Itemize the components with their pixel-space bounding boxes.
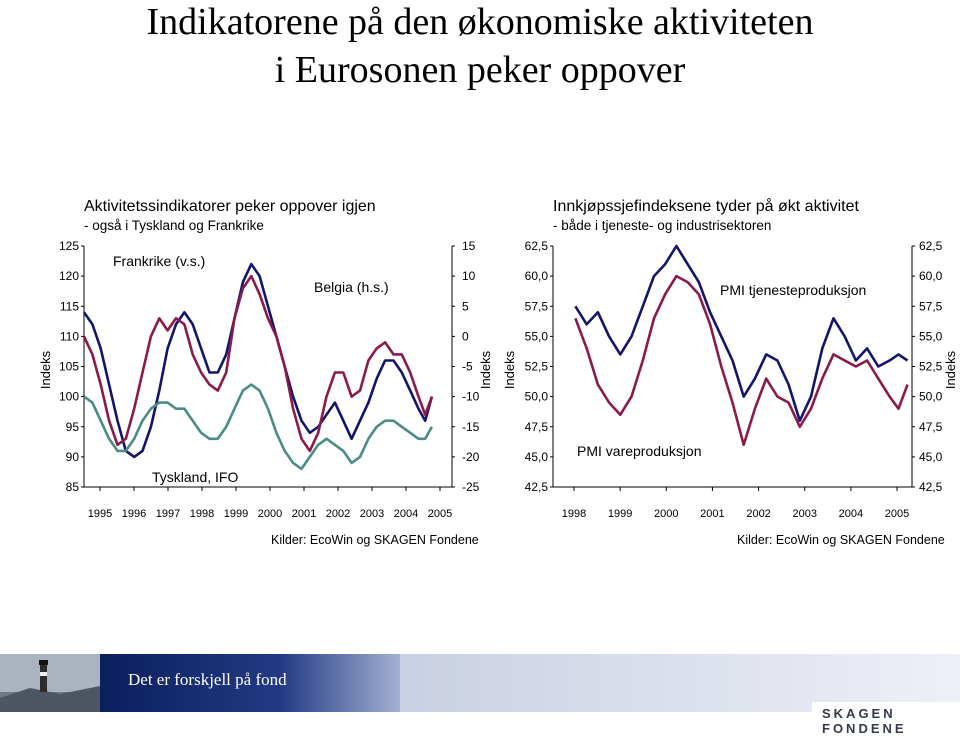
y-tick-label-left: 47,5 xyxy=(524,419,548,434)
y-tick-label-left: 115 xyxy=(59,299,79,314)
x-tick-label: 1997 xyxy=(155,508,181,520)
footer xyxy=(0,650,960,736)
x-tick-label: 2000 xyxy=(654,508,679,520)
page-title-line1: Indikatorene på den økonomiske aktiviteten xyxy=(146,1,814,43)
x-tick-label: 2001 xyxy=(700,508,725,520)
chart2-series xyxy=(575,246,907,445)
x-tick-label: 2000 xyxy=(257,508,283,520)
x-tick-label: 2002 xyxy=(746,508,771,520)
footer-slogan: Det er forskjell på fond xyxy=(128,670,287,689)
y-tick-label-right: 52,5 xyxy=(919,359,943,374)
y-tick-label-left: 90 xyxy=(65,449,79,464)
chart1-subtitle: - også i Tyskland og Frankrike xyxy=(84,218,264,233)
chart1-legend-belgia: Belgia (h.s.) xyxy=(314,279,389,295)
chart1-legend-frankrike: Frankrike (v.s.) xyxy=(113,253,206,269)
x-tick-label: 1999 xyxy=(607,508,633,520)
y-tick-label-left: 100 xyxy=(58,389,79,404)
y-tick-label-left: 62,5 xyxy=(524,239,548,253)
x-tick-label: 1998 xyxy=(561,508,587,520)
y-tick-label-right: 15 xyxy=(462,239,476,253)
y-tick-label-right: -20 xyxy=(462,449,480,464)
y-tick-label-right: 42,5 xyxy=(919,480,943,494)
chart1-ylabel-left: Indeks xyxy=(38,350,53,390)
chart2-title: Innkjøpssjefindeksene tyder på økt aktivitet xyxy=(553,198,859,215)
y-tick-label-left: 50,0 xyxy=(524,389,548,404)
y-tick-label-right: 0 xyxy=(462,329,469,344)
y-tick-label-right: 60,0 xyxy=(919,269,943,284)
y-tick-label-right: 62,5 xyxy=(919,239,943,253)
chart2-ylabel-left: Indeks xyxy=(502,350,517,390)
skagen-logo: SKAGEN FONDENE xyxy=(822,706,907,736)
y-tick-label-left: 110 xyxy=(59,329,79,344)
x-tick-label: 2004 xyxy=(393,508,419,520)
x-tick-label: 1998 xyxy=(189,508,215,520)
y-tick-label-right: 57,5 xyxy=(919,299,943,314)
x-tick-label: 1999 xyxy=(223,508,249,520)
chart2-legend-vare: PMI vareproduksjon xyxy=(577,443,702,459)
y-tick-label-left: 45,0 xyxy=(524,449,548,464)
y-tick-label-right: -15 xyxy=(462,419,480,434)
chart2-source: Kilder: EcoWin og SKAGEN Fondene xyxy=(737,533,945,547)
y-tick-label-right: 10 xyxy=(462,269,476,284)
chart2-subtitle: - både i tjeneste- og industrisektoren xyxy=(553,218,772,233)
y-tick-label-left: 120 xyxy=(58,269,79,284)
chart1-ylabel-right: Indeks xyxy=(478,350,493,390)
y-tick-label-right: 45,0 xyxy=(919,449,943,464)
chart1-title: Aktivitetssindikatorer peker oppover igjen xyxy=(84,198,376,215)
y-tick-label-left: 57,5 xyxy=(524,299,548,314)
chart1-legend-tyskland: Tyskland, IFO xyxy=(152,469,239,485)
chart2-legend-tjeneste: PMI tjenesteproduksjon xyxy=(720,282,867,298)
x-tick-label: 2002 xyxy=(325,508,351,520)
y-tick-label-right: 5 xyxy=(462,299,469,314)
y-tick-label-left: 125 xyxy=(58,239,79,253)
chart2-ylabel-right: Indeks xyxy=(943,350,958,390)
y-tick-label-left: 52,5 xyxy=(524,359,548,374)
y-tick-label-left: 42,5 xyxy=(524,480,548,494)
y-tick-label-right: 55,0 xyxy=(919,329,943,344)
y-tick-label-left: 60,0 xyxy=(524,269,548,284)
x-tick-label: 2004 xyxy=(838,508,864,520)
y-tick-label-left: 55,0 xyxy=(524,329,548,344)
page-title-line2: i Eurosonen peker oppover xyxy=(274,49,686,91)
y-tick-label-left: 95 xyxy=(65,419,79,434)
y-tick-label-left: 105 xyxy=(58,359,79,374)
y-tick-label-right: 50,0 xyxy=(919,389,943,404)
x-tick-label: 2005 xyxy=(427,508,453,520)
y-tick-label-right: 47,5 xyxy=(919,419,943,434)
chart1-source: Kilder: EcoWin og SKAGEN Fondene xyxy=(271,533,479,547)
x-tick-label: 1996 xyxy=(121,508,147,520)
y-tick-label-right: -5 xyxy=(462,359,473,374)
x-tick-label: 2001 xyxy=(291,508,317,520)
y-tick-label-left: 85 xyxy=(65,480,79,494)
x-tick-label: 2005 xyxy=(884,508,910,520)
x-tick-label: 2003 xyxy=(359,508,385,520)
y-tick-label-right: -25 xyxy=(462,480,480,494)
lighthouse-photo xyxy=(0,654,100,712)
lighthouse-icon xyxy=(0,654,100,712)
x-tick-label: 1995 xyxy=(87,508,113,520)
y-tick-label-right: -10 xyxy=(462,389,480,404)
x-tick-label: 2003 xyxy=(792,508,817,520)
series-line-0 xyxy=(575,246,907,421)
